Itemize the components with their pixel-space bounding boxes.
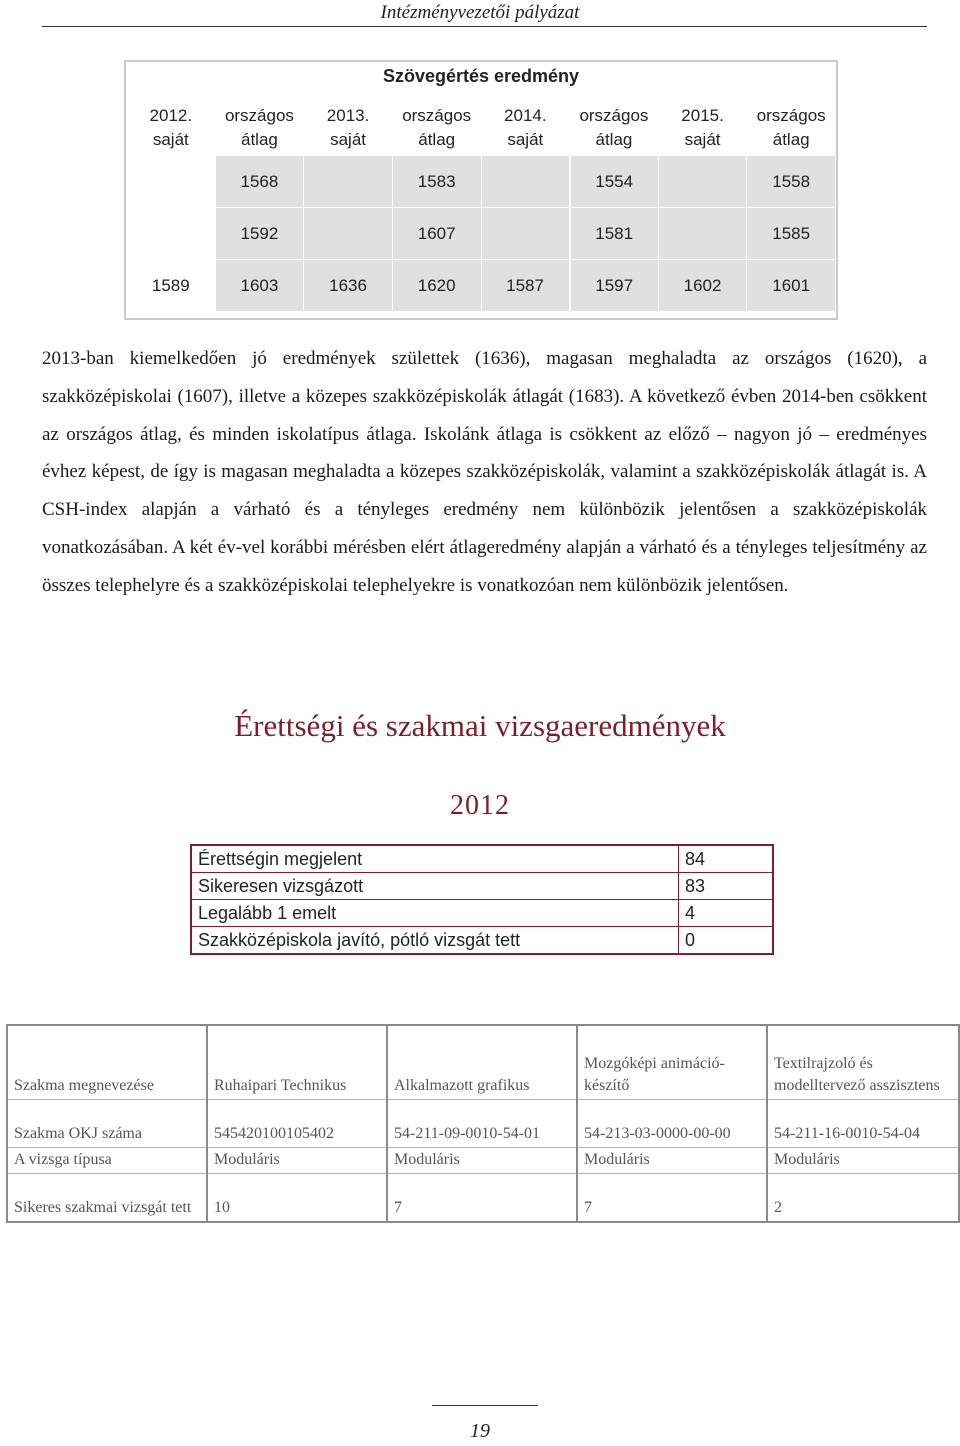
- data-cell: 1558: [747, 156, 836, 208]
- szovegertes-title: Szövegértés eredmény: [382, 66, 580, 86]
- row-label: Legalább 1 emelt: [191, 900, 679, 927]
- table-row: [127, 101, 836, 156]
- row-value: 83: [679, 873, 774, 900]
- szakma-table: [6, 1024, 960, 1223]
- table-row: [191, 873, 773, 900]
- data-cell: 7: [387, 1174, 577, 1223]
- data-cell: 54-213-03-0000-00-00: [577, 1100, 767, 1148]
- data-cell: 1603: [215, 260, 304, 312]
- table-row: [191, 845, 773, 873]
- table-row: [7, 1174, 959, 1223]
- empty-cell: [658, 208, 747, 260]
- header-cell: 2015. saját: [658, 101, 747, 156]
- row-label: A vizsga típusa: [7, 1148, 207, 1174]
- row-label: Szakma megnevezése: [7, 1025, 207, 1100]
- data-cell: Ruhaipari Technikus: [207, 1025, 387, 1100]
- row-value: 0: [679, 927, 774, 955]
- data-cell: 545420100105402: [207, 1100, 387, 1148]
- row-label: Érettségin megjelent: [191, 845, 679, 873]
- row-label: Sikeres szakmai vizsgát tett: [7, 1174, 207, 1223]
- header-cell: 2013. saját: [304, 101, 393, 156]
- data-cell: 1601: [747, 260, 836, 312]
- data-cell: 1581: [570, 208, 659, 260]
- data-cell: Moduláris: [207, 1148, 387, 1174]
- header-cell: országos átlag: [570, 101, 659, 156]
- empty-cell: [658, 156, 747, 208]
- row-label: Szakközépiskola javító, pótló vizsgát tett: [191, 927, 679, 955]
- empty-cell: [304, 208, 393, 260]
- data-cell: 1602: [658, 260, 747, 312]
- table-row: [127, 208, 836, 260]
- header-cell: 2012. saját: [127, 101, 216, 156]
- data-cell: 1592: [215, 208, 304, 260]
- row-value: 84: [679, 845, 774, 873]
- data-cell: 1620: [392, 260, 481, 312]
- data-cell: Moduláris: [767, 1148, 959, 1174]
- table-row: [127, 260, 836, 312]
- section-title: Érettségi és szakmai vizsgaeredmények: [234, 708, 726, 743]
- data-cell: 54-211-09-0010-54-01: [387, 1100, 577, 1148]
- row-value: 4: [679, 900, 774, 927]
- row-label: Szakma OKJ száma: [7, 1100, 207, 1148]
- data-cell: 1568: [215, 156, 304, 208]
- header-cell: 2014. saját: [481, 101, 570, 156]
- row-label: Sikeresen vizsgázott: [191, 873, 679, 900]
- empty-cell: [127, 156, 216, 208]
- data-cell: Moduláris: [577, 1148, 767, 1174]
- year-heading: 2012: [450, 790, 510, 821]
- footer-divider: [432, 1405, 538, 1406]
- data-cell: 1589: [127, 260, 216, 312]
- table-row: [7, 1148, 959, 1174]
- data-cell: 1607: [392, 208, 481, 260]
- data-cell: 1587: [481, 260, 570, 312]
- page-number: 19: [470, 1420, 490, 1442]
- data-cell: 10: [207, 1174, 387, 1223]
- body-paragraph: 2013-ban kiemelkedően jó eredmények születtek (1636), magasan meghaladta az országos (1620), a szakközépiskolai (1607), illetve a közepes szakközépiskolák átlagát (1683). A következő évben 2014-ben csökkent az országos átlag, és minden iskolatípus átlaga. Iskolánk átlaga is csökkent az előző – nagyon jó – eredményes évhez képest, de így is magasan meghaladta a közepes szakközépiskolák, valamint a szakközépiskolák átlagát is. A CSH-index alapján a várható és a tényleges eredmény nem különbözik jelentősen a szakközépiskolák vonatkozásában. A két év-vel korábbi mérésben elért átlageredmény alapján a várható és a tényleges teljesítmény az összes telephelyre és a szakközépiskolai telephelyekre is vonatkozóan nem különbözik jelentősen.: [42, 348, 927, 596]
- table-row: [127, 156, 836, 208]
- table-row: [191, 900, 773, 927]
- data-cell: Alkalmazott grafikus: [387, 1025, 577, 1100]
- data-cell: 54-211-16-0010-54-04: [767, 1100, 959, 1148]
- data-cell: 1597: [570, 260, 659, 312]
- empty-cell: [481, 208, 570, 260]
- page-header-title: Intézményvezetői pályázat: [380, 2, 580, 23]
- empty-cell: [304, 156, 393, 208]
- empty-cell: [481, 156, 570, 208]
- empty-cell: [127, 208, 216, 260]
- header-cell: országos átlag: [747, 101, 836, 156]
- data-cell: 1636: [304, 260, 393, 312]
- header-divider: [42, 26, 927, 27]
- szovegertes-table: [124, 60, 838, 320]
- header-cell: országos átlag: [392, 101, 481, 156]
- data-cell: 2: [767, 1174, 959, 1223]
- data-cell: 1585: [747, 208, 836, 260]
- header-cell: országos átlag: [215, 101, 304, 156]
- data-cell: 1583: [392, 156, 481, 208]
- data-cell: Textilrajzoló és modelltervező asszisztens: [767, 1025, 959, 1100]
- table-row: [191, 927, 773, 955]
- table-row: [7, 1025, 959, 1100]
- data-cell: 1554: [570, 156, 659, 208]
- data-cell: 7: [577, 1174, 767, 1223]
- erettsegi-table: [190, 844, 774, 955]
- data-cell: Moduláris: [387, 1148, 577, 1174]
- table-row: [7, 1100, 959, 1148]
- data-cell: Mozgóképi animáció-készítő: [577, 1025, 767, 1100]
- szovegertes-grid: [126, 100, 836, 312]
